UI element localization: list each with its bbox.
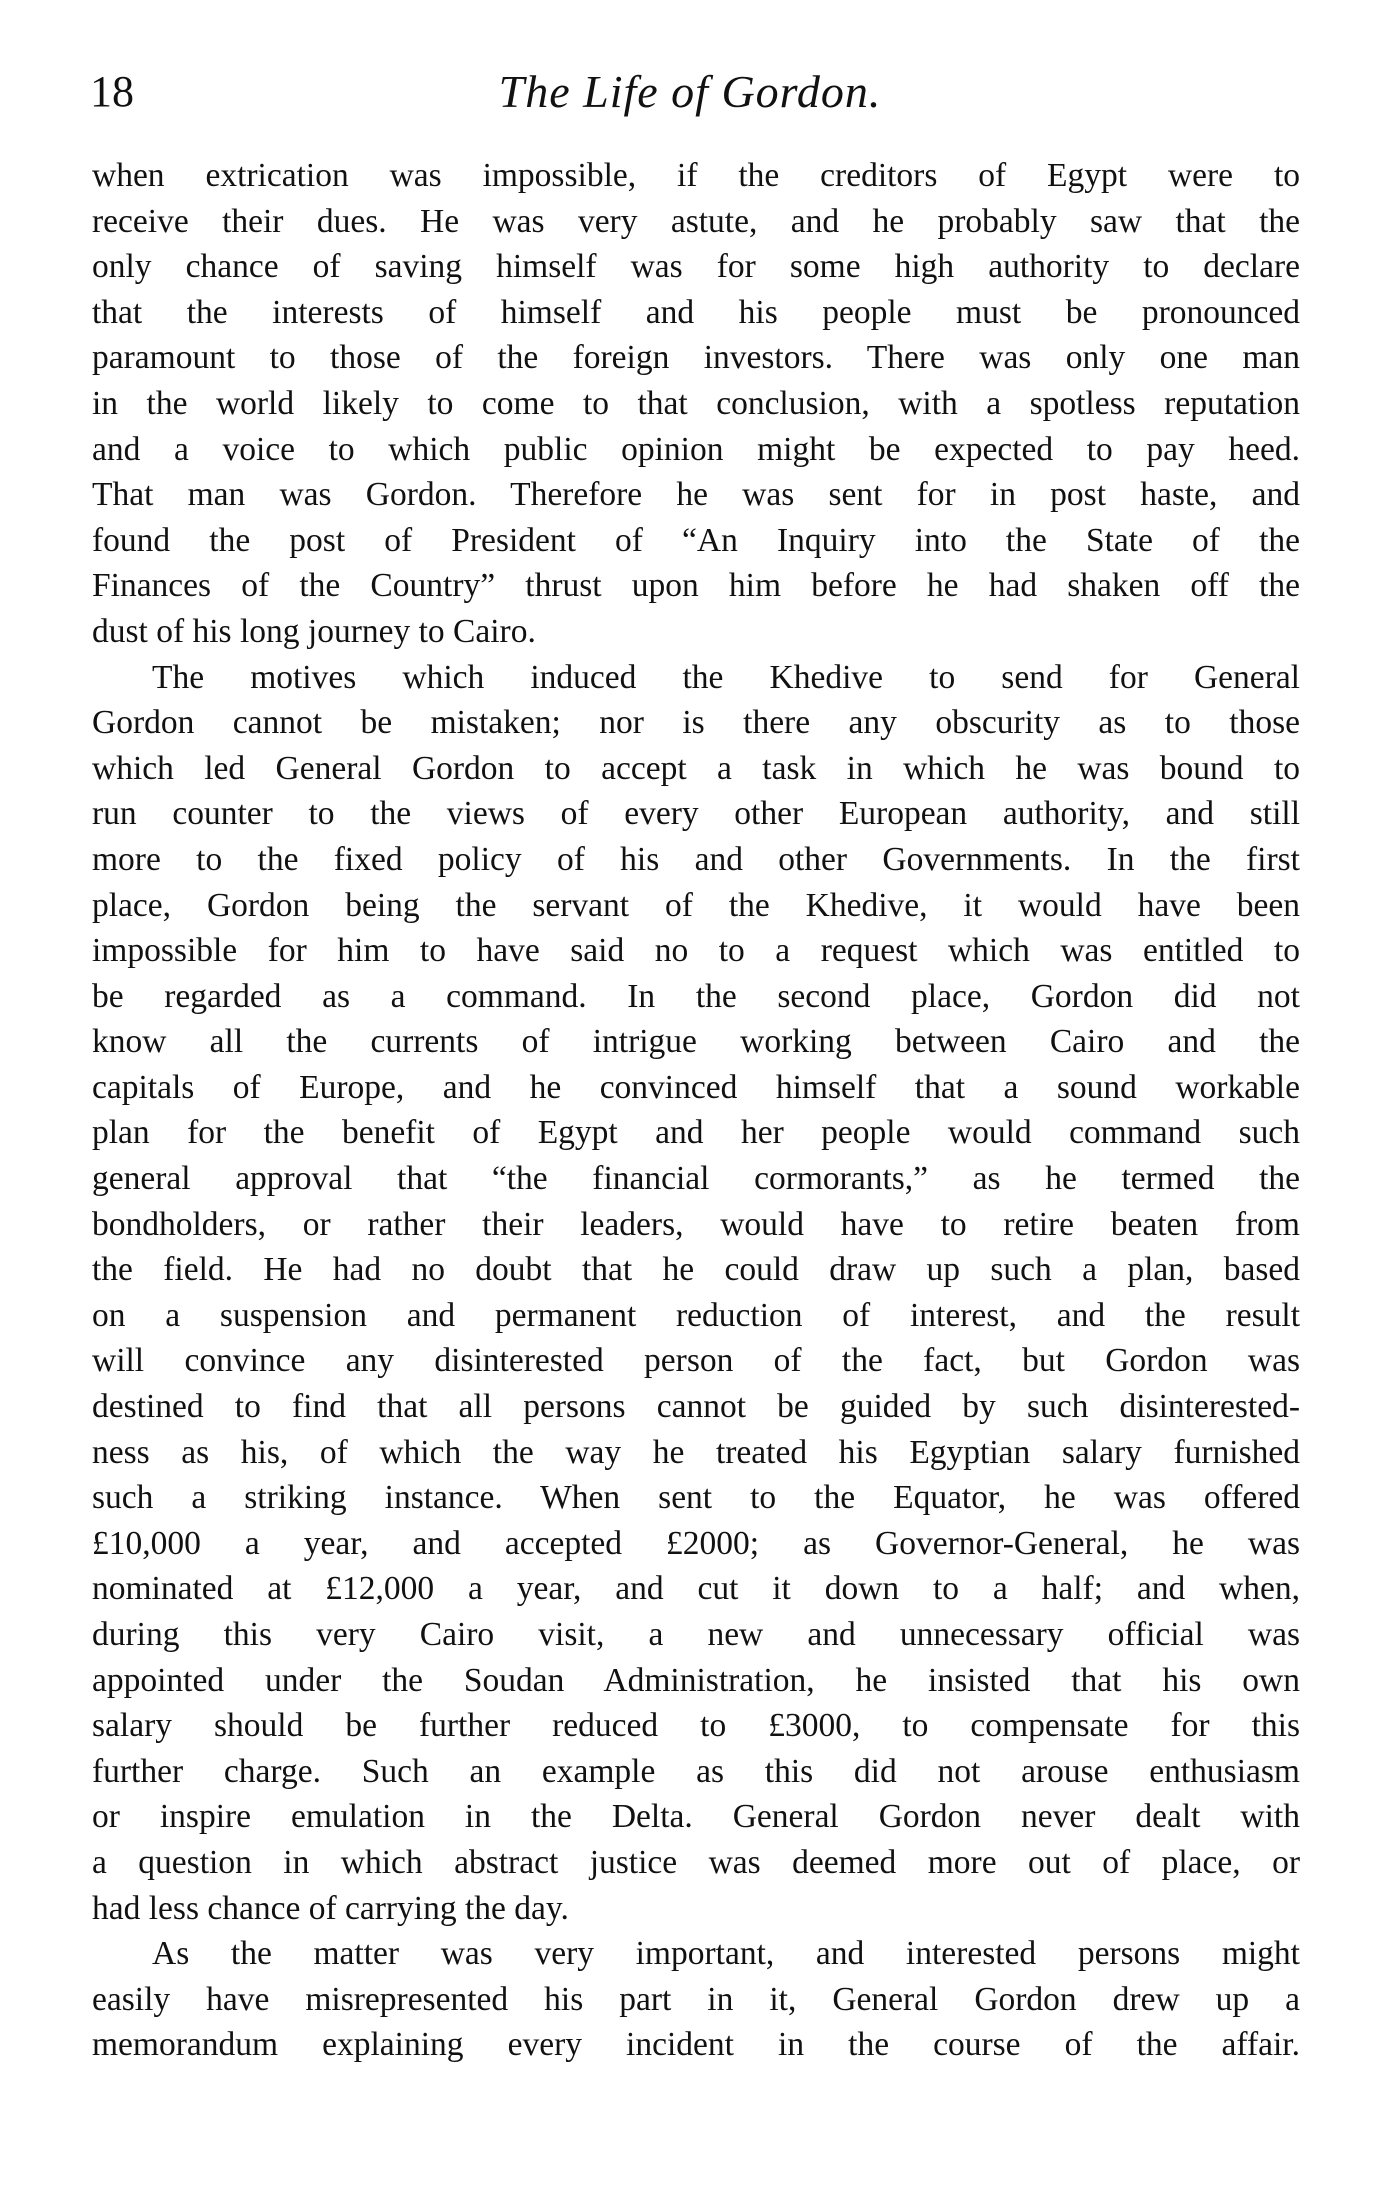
paragraph-2 bbox=[92, 655, 1300, 1932]
text-line: £10,000 a year, and accepted £2000; as Governor-General, he was bbox=[92, 1524, 1300, 1562]
text-line: That man was Gordon. Therefore he was sent for in post haste, and bbox=[92, 476, 1300, 514]
text-line: place, Gordon being the servant of the Khedive, it would have been bbox=[92, 886, 1300, 924]
text-line: that the interests of himself and his people must be pronounced bbox=[92, 293, 1300, 331]
text-line: paramount to those of the foreign investors. There was only one man bbox=[92, 339, 1300, 377]
text-line: found the post of President of “An Inquiry into the State of the bbox=[92, 521, 1300, 559]
paragraph-3 bbox=[92, 1931, 1300, 2068]
paragraph-1 bbox=[92, 153, 1300, 655]
text-line: easily have misrepresented his part in it, General Gordon drew up a bbox=[92, 1980, 1300, 2018]
text-line: receive their dues. He was very astute, and he probably saw that the bbox=[92, 202, 1300, 240]
text-line: in the world likely to come to that conclusion, with a spotless reputation bbox=[92, 384, 1300, 422]
running-title: The Life of Gordon. bbox=[498, 66, 882, 117]
text-line: which led General Gordon to accept a task in which he was bound to bbox=[92, 749, 1300, 787]
text-line: will convince any disinterested person of the fact, but Gordon was bbox=[92, 1342, 1300, 1380]
text-line: and a voice to which public opinion might be expected to pay heed. bbox=[92, 430, 1300, 468]
text-line: only chance of saving himself was for some high authority to declare bbox=[92, 248, 1300, 286]
text-line: general approval that “the financial cormorants,” as he termed the bbox=[92, 1160, 1300, 1198]
text-line: run counter to the views of every other European authority, and still bbox=[92, 795, 1300, 833]
text-line: plan for the benefit of Egypt and her people would command such bbox=[92, 1114, 1300, 1152]
text-line: ness as his, of which the way he treated his Egyptian salary furnished bbox=[92, 1433, 1300, 1471]
text-line: when extrication was impossible, if the creditors of Egypt were to bbox=[92, 157, 1300, 194]
text-line: Finances of the Country” thrust upon him before he had shaken off the bbox=[92, 567, 1300, 605]
text-line: know all the currents of intrigue working between Cairo and the bbox=[92, 1023, 1300, 1061]
text-line: bondholders, or rather their leaders, would have to retire beaten from bbox=[92, 1205, 1300, 1243]
text-line: a question in which abstract justice was deemed more out of place, or bbox=[92, 1843, 1300, 1881]
running-head bbox=[90, 52, 1290, 132]
text-line: capitals of Europe, and he convinced himself that a sound workable bbox=[92, 1068, 1300, 1106]
text-line: salary should be further reduced to £3000, to compensate for this bbox=[92, 1707, 1300, 1745]
text-line: As the matter was very important, and interested persons might bbox=[152, 1935, 1300, 1973]
text-line: had less chance of carrying the day. bbox=[92, 1889, 569, 1927]
body-text bbox=[92, 153, 1300, 2068]
page-number: 18 bbox=[90, 67, 134, 116]
text-line: further charge. Such an example as this did not arouse enthusiasm bbox=[92, 1752, 1300, 1790]
text-line: nominated at £12,000 a year, and cut it down to a half; and when, bbox=[92, 1570, 1300, 1608]
text-line: dust of his long journey to Cairo. bbox=[92, 612, 536, 650]
text-line: be regarded as a command. In the second place, Gordon did not bbox=[92, 977, 1300, 1015]
text-line: such a striking instance. When sent to the Equator, he was offered bbox=[92, 1479, 1300, 1517]
text-line: Gordon cannot be mistaken; nor is there any obscurity as to those bbox=[92, 704, 1300, 742]
text-line: The motives which induced the Khedive to send for General bbox=[152, 658, 1300, 696]
text-line: or inspire emulation in the Delta. General Gordon never dealt with bbox=[92, 1798, 1300, 1836]
text-line: on a suspension and permanent reduction of interest, and the result bbox=[92, 1296, 1300, 1334]
text-line: during this very Cairo visit, a new and unnecessary official was bbox=[92, 1616, 1300, 1653]
text-line: more to the fixed policy of his and other Governments. In the first bbox=[92, 840, 1300, 878]
text-line: memorandum explaining every incident in the course of the affair. bbox=[92, 2026, 1300, 2064]
text-line: destined to find that all persons cannot be guided by such disinterested- bbox=[92, 1388, 1300, 1426]
text-line: appointed under the Soudan Administration, he insisted that his own bbox=[92, 1661, 1300, 1699]
text-line: the field. He had no doubt that he could draw up such a plan, based bbox=[92, 1251, 1300, 1289]
text-line: impossible for him to have said no to a request which was entitled to bbox=[92, 932, 1300, 970]
